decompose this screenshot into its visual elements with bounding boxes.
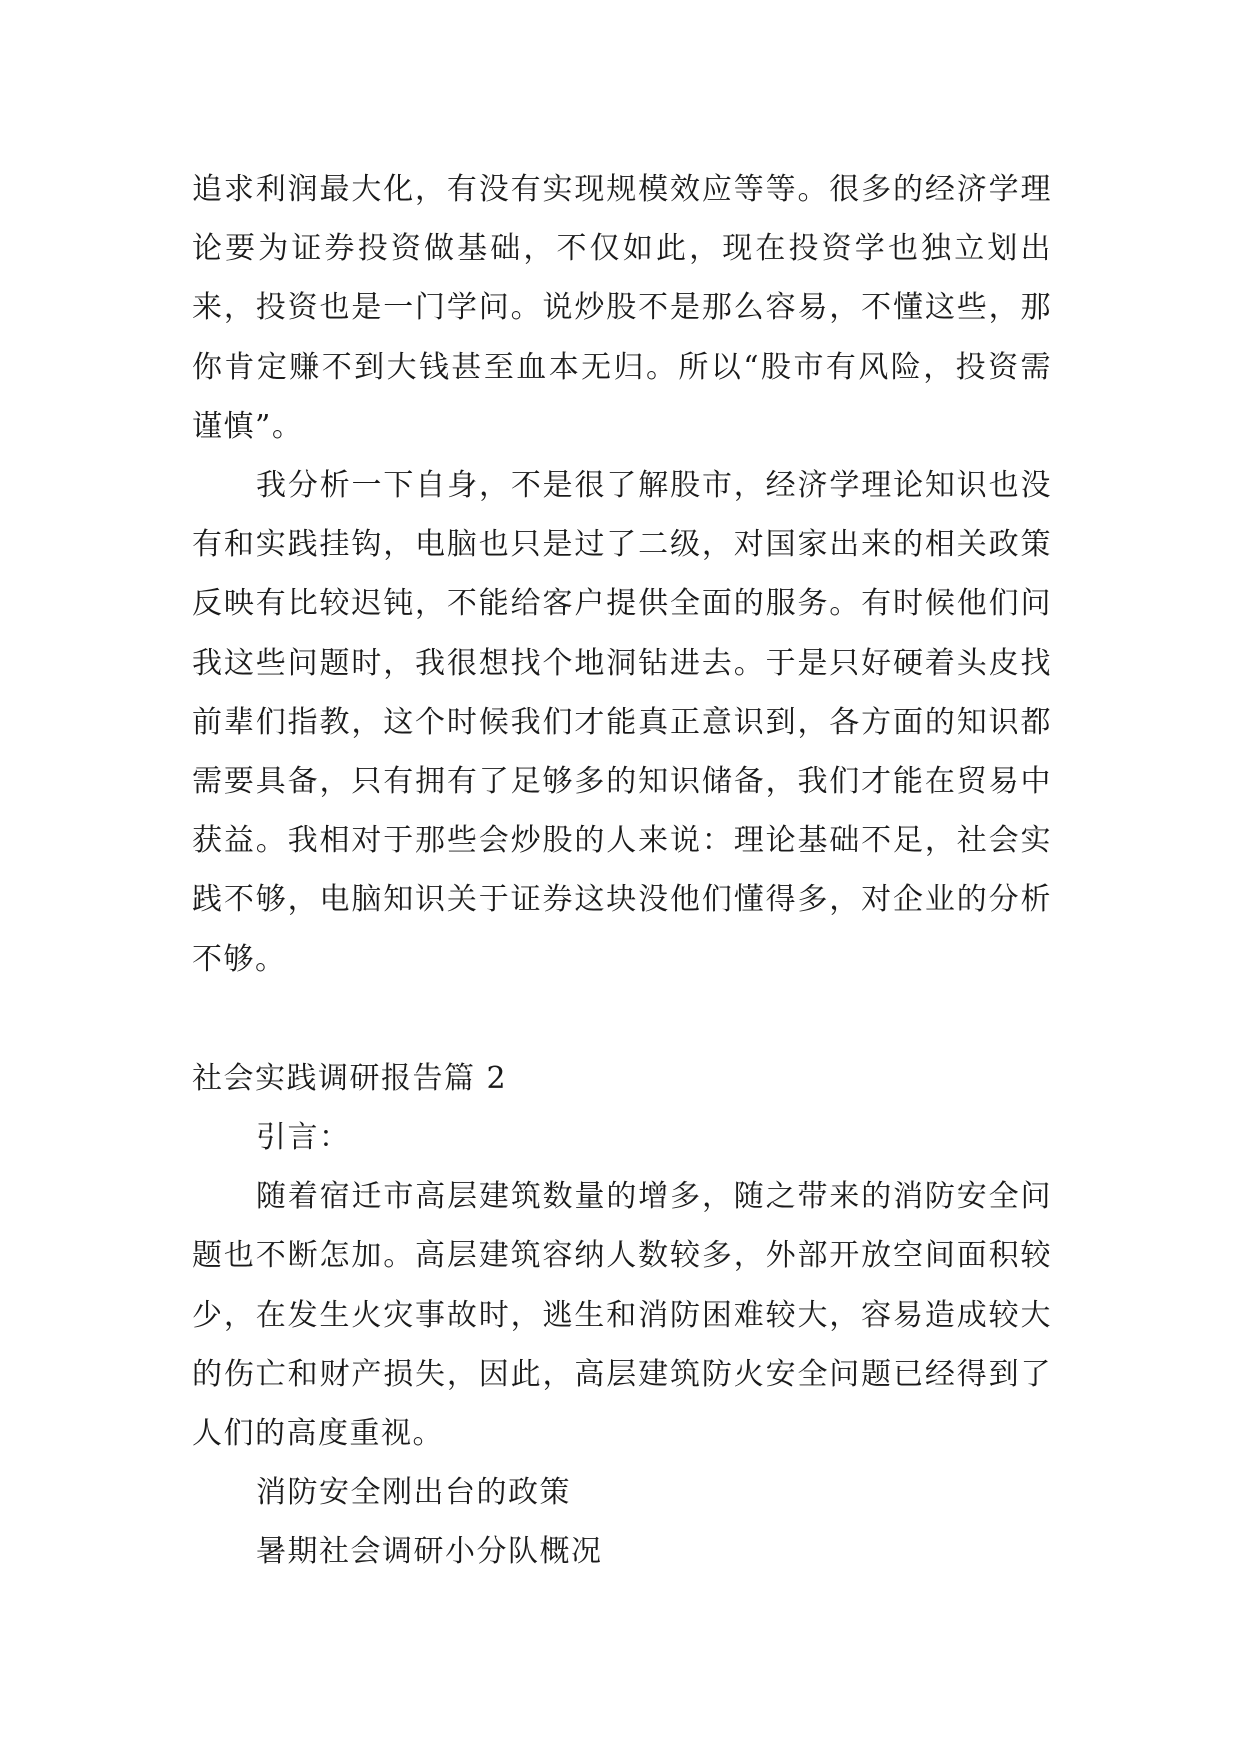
- section-title: 社会实践调研报告篇 2: [192, 1060, 508, 1096]
- document-body: [192, 160, 1052, 1582]
- self-analysis-paragraph: 我分析一下自身，不是很了解股市，经济学理论知识也没有和实践挂钩，电脑也只是过了二级，对国家出来的相关政策反映有比较迟钝，不能给客户提供全面的服务。有时候他们问我这些问题时，我很想找个地洞钻进去。于是只好硬着头皮找前辈们指教，这个时候我们才能真正意识到，各方面的知识都需要具备，只有拥有了足够多的知识储备，我们才能在贸易中获益。我相对于那些会炒股的人来说：理论基础不足，社会实践不够，电脑知识关于证券这块没他们懂得多，对企业的分析不够。: [192, 468, 1052, 977]
- policy-item: 消防安全刚出台的政策: [256, 1475, 571, 1511]
- team-overview-item: 暑期社会调研小分队概况: [256, 1534, 603, 1570]
- intro-label: 引言：: [256, 1120, 351, 1156]
- intro-paragraph: 随着宿迁市高层建筑数量的增多，随之带来的消防安全问题也不断怎加。高层建筑容纳人数较多，外部开放空间面积较少，在发生火灾事故时，逃生和消防困难较大，容易造成较大的伤亡和财产损失，因此，高层建筑防火安全问题已经得到了人们的高度重视。: [192, 1179, 1052, 1452]
- continuation-paragraph: 追求利润最大化，有没有实现规模效应等等。很多的经济学理论要为证券投资做基础，不仅如此，现在投资学也独立划出来，投资也是一门学问。说炒股不是那么容易，不懂这些，那你肯定赚不到大钱甚至血本无归。所以“股市有风险，投资需谨慎”。: [192, 172, 1052, 444]
